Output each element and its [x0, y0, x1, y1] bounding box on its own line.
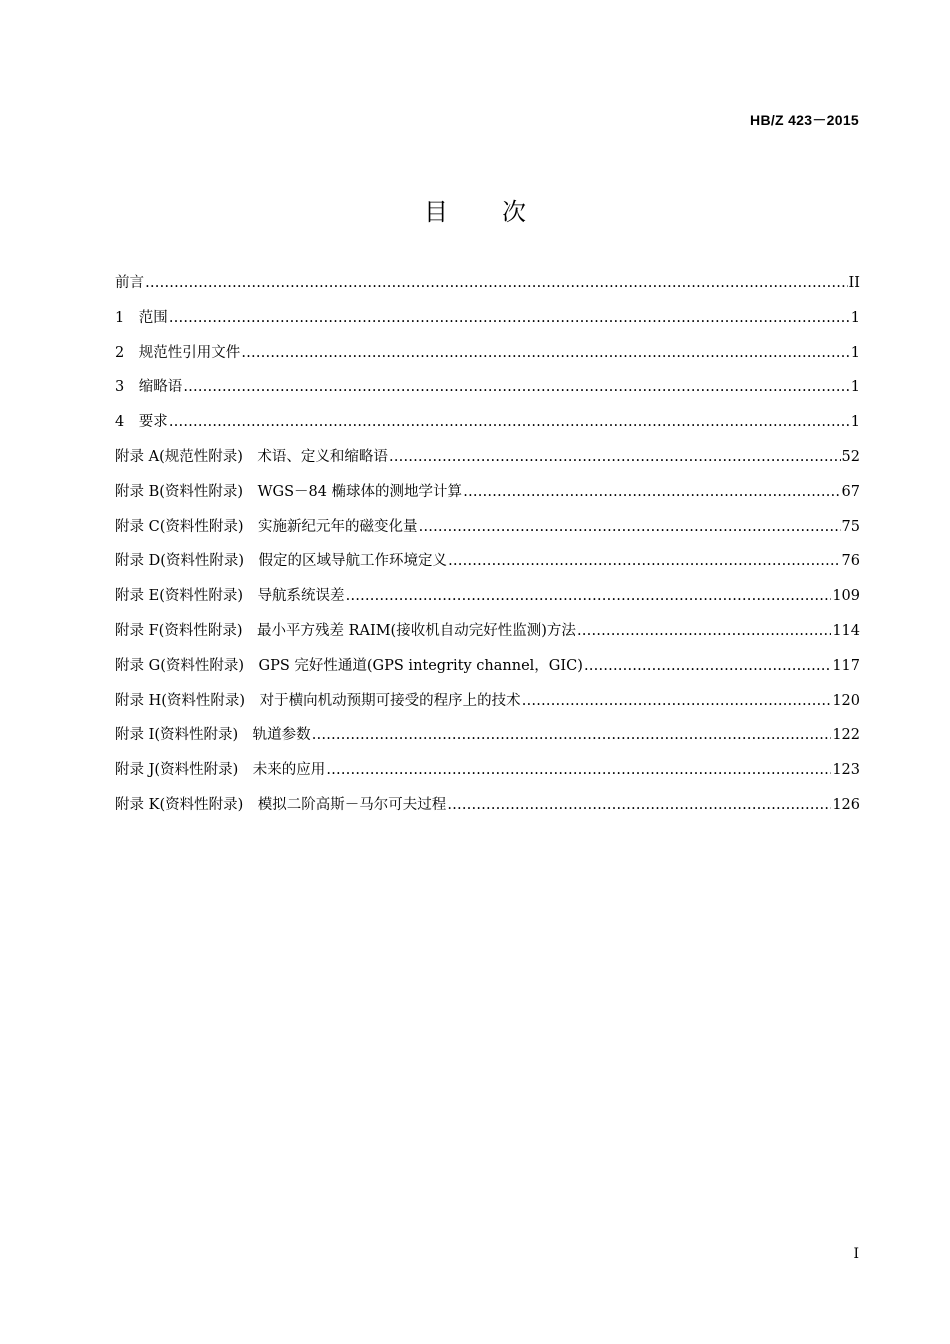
toc-entry-label: 附录 G(资料性附录) GPS 完好性通道(GPS integrity channel，GIC) — [115, 657, 583, 674]
toc-entry-label: 附录 B(资料性附录) WGS－84 椭球体的测地学计算 — [115, 483, 463, 500]
toc-entry-page: 76 — [841, 553, 860, 570]
toc-entry[interactable] — [115, 307, 860, 342]
toc-entry-label: 附录 J(资料性附录) 未来的应用 — [115, 762, 326, 779]
toc-entry-label: 1 范围 — [115, 309, 168, 326]
toc-dot-leader — [241, 342, 850, 364]
toc-dot-leader — [389, 446, 841, 468]
toc-entry[interactable] — [115, 620, 860, 655]
toc-entry-page: 1 — [850, 379, 860, 396]
toc-entry-page: 117 — [832, 657, 860, 674]
toc-entry[interactable] — [115, 272, 860, 307]
toc-dot-leader — [145, 272, 848, 294]
toc-dot-leader — [312, 724, 832, 746]
toc-entry[interactable] — [115, 446, 860, 481]
toc-dot-leader — [448, 550, 841, 572]
page-number: I — [853, 1246, 859, 1262]
toc-entry-label: 附录 D(资料性附录) 假定的区域导航工作环境定义 — [115, 553, 448, 570]
toc-entry-page: 126 — [832, 796, 860, 813]
page-title: 目次 — [424, 198, 580, 226]
toc-entry-page: 114 — [832, 622, 860, 639]
toc-entry[interactable] — [115, 550, 860, 585]
table-of-contents — [115, 272, 860, 829]
toc-entry-page: 122 — [832, 727, 860, 744]
document-code: HB/Z 423－2015 — [750, 112, 859, 128]
toc-entry[interactable] — [115, 376, 860, 411]
toc-entry-page: II — [848, 275, 860, 291]
toc-entry-label: 附录 A(规范性附录) 术语、定义和缩略语 — [115, 448, 388, 465]
toc-entry-page: 1 — [850, 414, 860, 431]
toc-entry-page: 1 — [850, 344, 860, 361]
toc-dot-leader — [522, 690, 832, 712]
toc-entry[interactable] — [115, 690, 860, 725]
toc-entry[interactable] — [115, 411, 860, 446]
toc-entry-label: 4 要求 — [115, 414, 168, 431]
toc-dot-leader — [447, 794, 831, 816]
toc-dot-leader — [169, 411, 850, 433]
toc-entry-label: 2 规范性引用文件 — [115, 344, 241, 361]
toc-entry-label: 附录 K(资料性附录) 模拟二阶高斯－马尔可夫过程 — [115, 796, 447, 813]
toc-dot-leader — [463, 481, 840, 503]
toc-entry[interactable] — [115, 794, 860, 829]
toc-entry-label: 附录 C(资料性附录) 实施新纪元年的磁变化量 — [115, 518, 418, 535]
toc-dot-leader — [419, 516, 841, 538]
toc-dot-leader — [326, 759, 831, 781]
toc-entry-page: 120 — [832, 692, 860, 709]
toc-entry[interactable] — [115, 655, 860, 690]
toc-entry-label: 附录 F(资料性附录) 最小平方残差 RAIM(接收机自动完好性监测)方法 — [115, 622, 576, 639]
toc-entry[interactable] — [115, 724, 860, 759]
toc-entry-label: 附录 I(资料性附录) 轨道参数 — [115, 727, 311, 744]
toc-entry-label: 3 缩略语 — [115, 379, 183, 396]
toc-entry[interactable] — [115, 516, 860, 551]
toc-entry-page: 75 — [841, 518, 860, 535]
toc-entry[interactable] — [115, 759, 860, 794]
toc-dot-leader — [183, 376, 850, 398]
toc-entry-label: 前言 — [115, 275, 144, 291]
toc-entry[interactable] — [115, 342, 860, 377]
toc-entry-page: 109 — [832, 588, 860, 605]
toc-entry[interactable] — [115, 585, 860, 620]
toc-dot-leader — [577, 620, 831, 642]
toc-entry[interactable] — [115, 481, 860, 516]
toc-entry-page: 52 — [841, 448, 860, 465]
toc-entry-page: 67 — [841, 483, 860, 500]
toc-dot-leader — [346, 585, 832, 607]
toc-entry-label: 附录 E(资料性附录) 导航系统误差 — [115, 588, 345, 605]
toc-entry-label: 附录 H(资料性附录) 对于横向机动预期可接受的程序上的技术 — [115, 692, 521, 709]
toc-dot-leader — [584, 655, 831, 677]
toc-dot-leader — [169, 307, 850, 329]
toc-entry-page: 123 — [832, 762, 860, 779]
toc-entry-page: 1 — [850, 309, 860, 326]
